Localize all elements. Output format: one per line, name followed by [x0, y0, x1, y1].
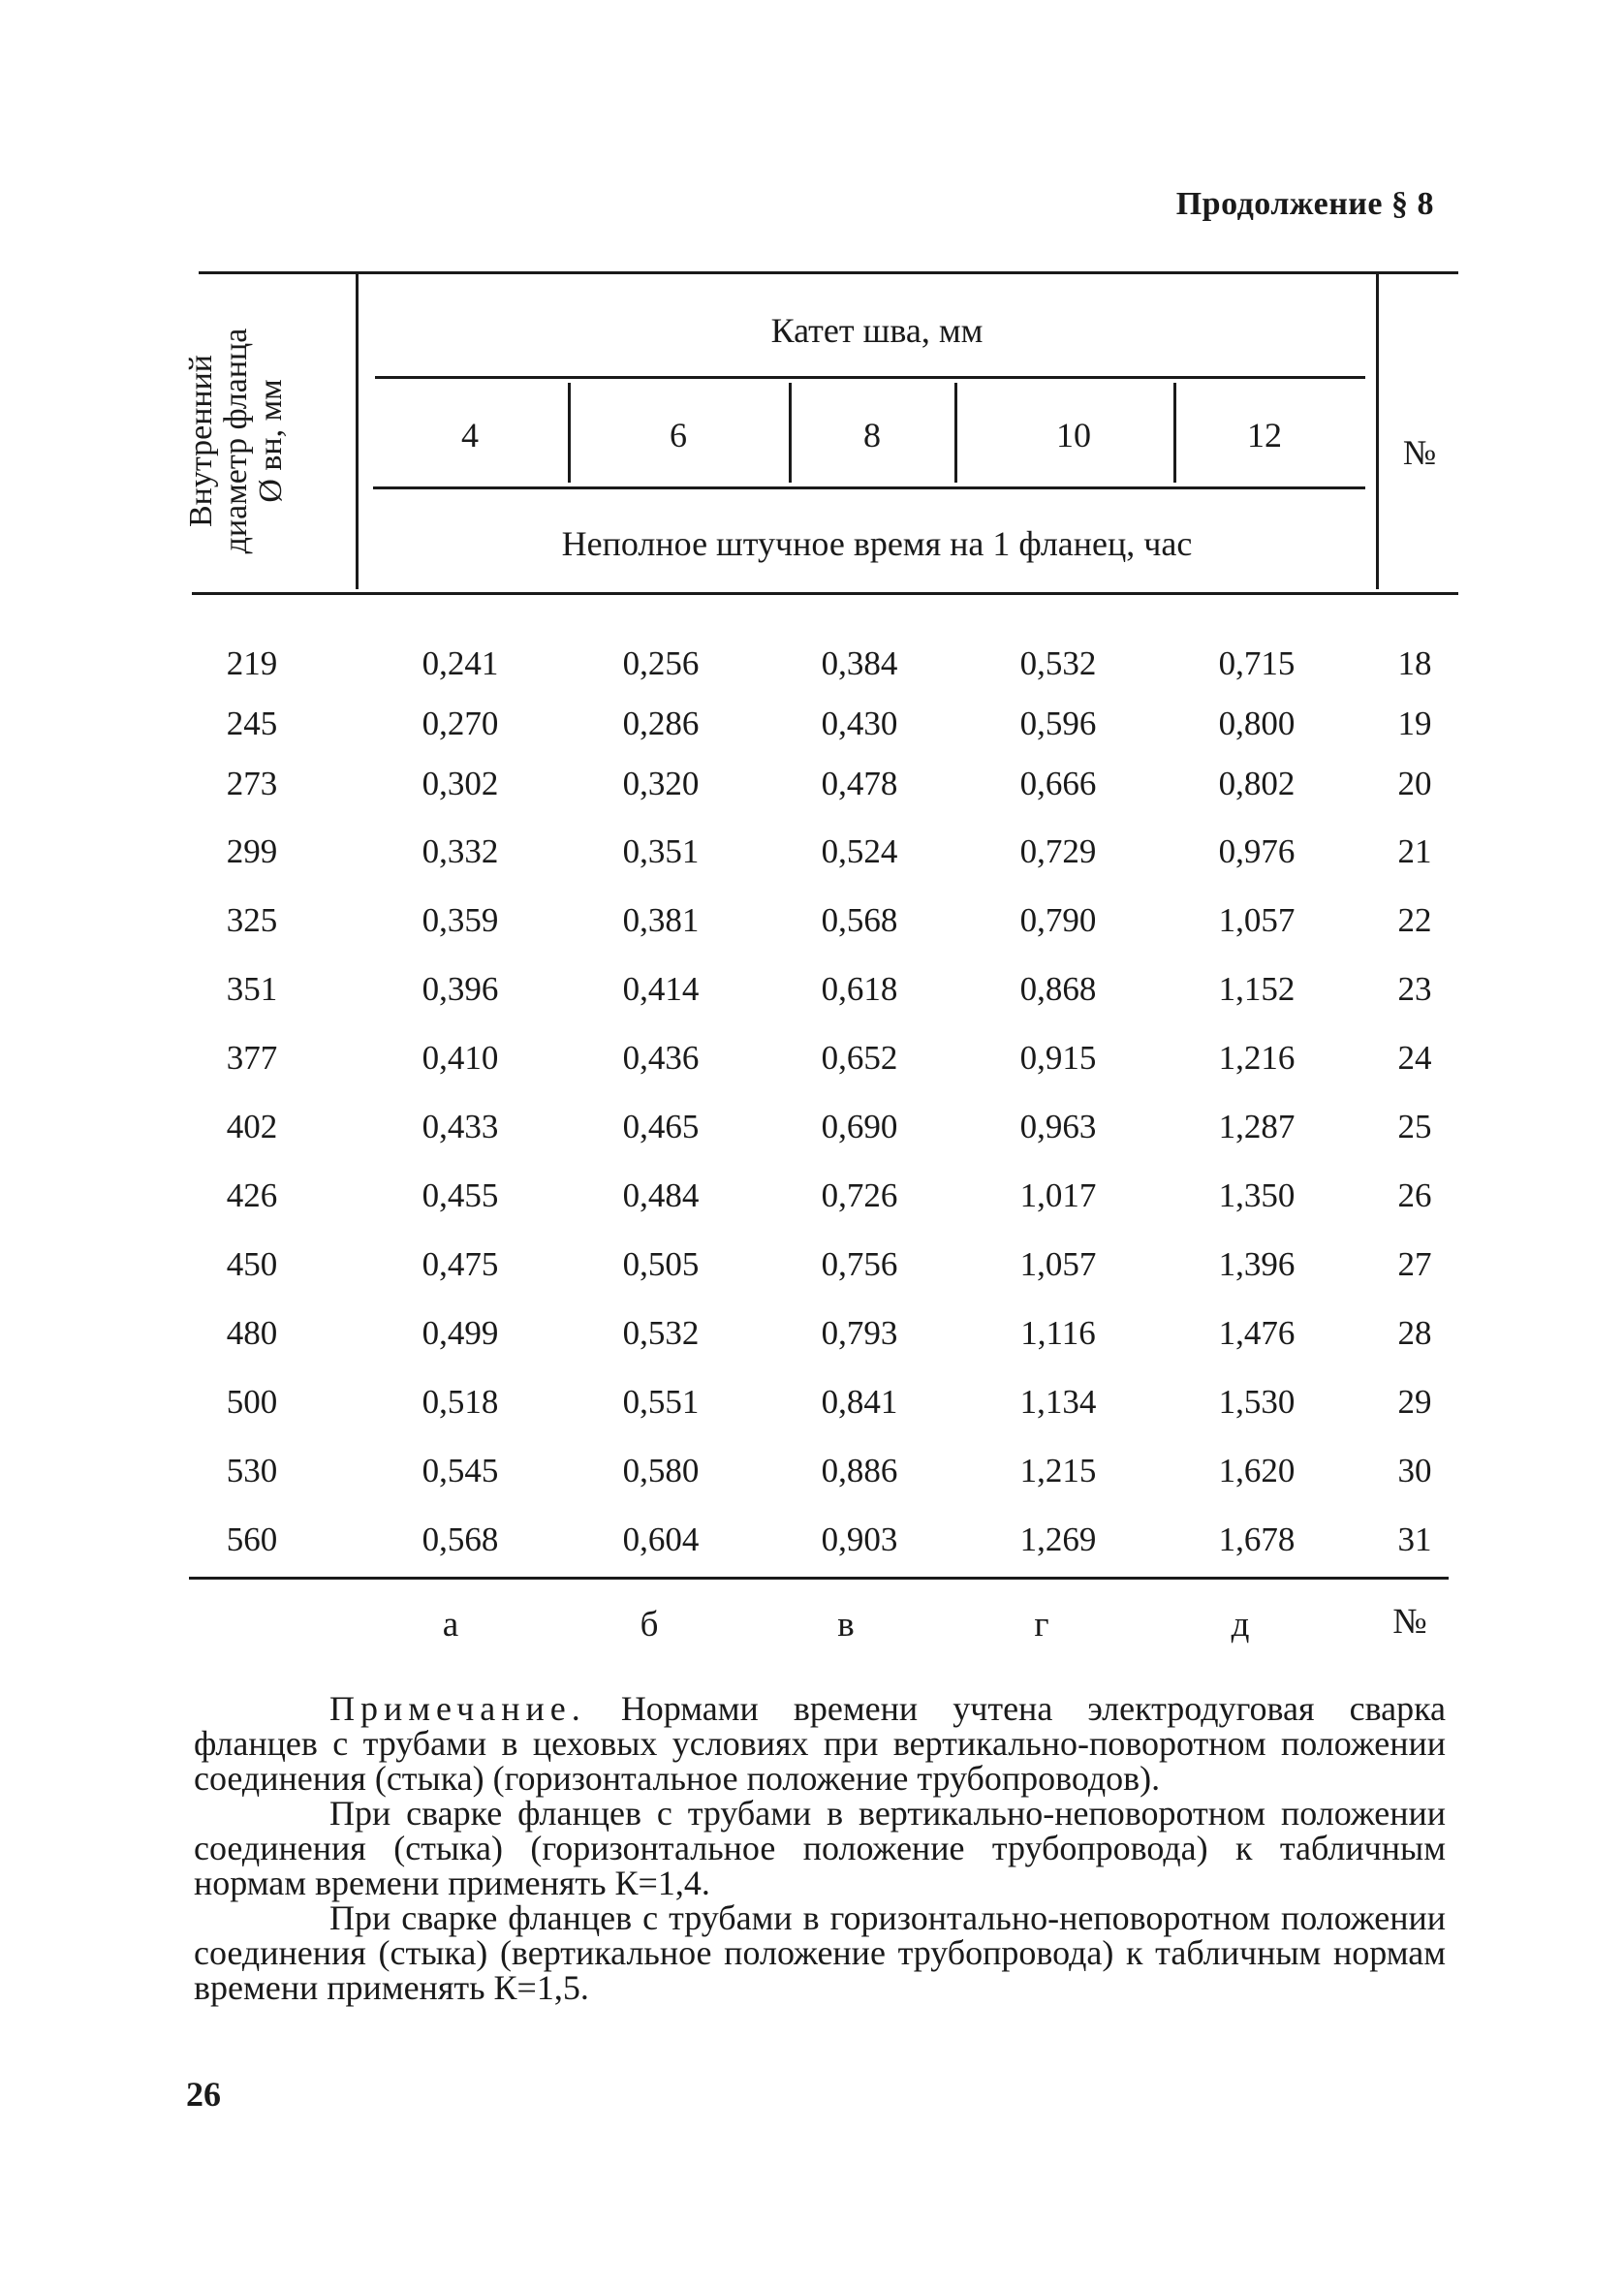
row-number-cell: 22 — [1397, 901, 1432, 939]
time-value-cell: 0,286 — [622, 705, 700, 742]
note-paragraph-1 — [194, 1691, 1446, 1796]
row-number-cell: 20 — [1397, 765, 1432, 802]
time-value-cell: 0,359 — [422, 901, 499, 939]
diameter-cell: 325 — [226, 901, 278, 939]
table-bottom-rule — [189, 1577, 1449, 1580]
time-value-cell: 1,057 — [1019, 1245, 1097, 1283]
diameter-cell: 273 — [226, 765, 278, 802]
time-value-cell: 0,915 — [1019, 1039, 1097, 1077]
continuation-heading: Продолжение § 8 — [1175, 186, 1434, 222]
leg-divider-4 — [1173, 383, 1176, 483]
time-value-cell: 0,484 — [622, 1176, 700, 1214]
leg-divider-3 — [954, 383, 957, 483]
time-value-cell: 0,976 — [1218, 832, 1296, 870]
time-value-cell: 0,596 — [1019, 705, 1097, 742]
notes — [194, 1691, 1446, 2005]
time-value-cell: 0,241 — [422, 644, 499, 682]
time-value-cell: 1,017 — [1019, 1176, 1097, 1214]
time-value-cell: 0,351 — [622, 832, 700, 870]
time-value-cell: 0,532 — [1019, 644, 1097, 682]
time-value-cell: 1,476 — [1218, 1314, 1296, 1352]
time-value-cell: 0,430 — [821, 705, 898, 742]
page-number: 26 — [186, 2075, 221, 2114]
time-value-cell: 0,568 — [422, 1520, 499, 1558]
time-value-cell: 0,410 — [422, 1039, 499, 1077]
note-label: Примечание. — [329, 1689, 586, 1728]
row-number-cell: 24 — [1397, 1039, 1432, 1077]
time-value-cell: 0,604 — [622, 1520, 700, 1558]
row-number-cell: 19 — [1397, 705, 1432, 742]
time-value-cell: 0,256 — [622, 644, 700, 682]
time-value-cell: 0,455 — [422, 1176, 499, 1214]
leg-size-12: 12 — [1247, 416, 1282, 454]
time-value-cell: 0,532 — [622, 1314, 700, 1352]
time-value-cell: 0,270 — [422, 705, 499, 742]
time-value-cell: 0,793 — [821, 1314, 898, 1352]
time-value-cell: 1,287 — [1218, 1108, 1296, 1145]
time-value-cell: 1,269 — [1019, 1520, 1097, 1558]
time-value-cell: 1,620 — [1218, 1452, 1296, 1489]
column-letter-d: д — [1231, 1605, 1250, 1645]
leg-divider-2 — [789, 383, 792, 483]
row-number-cell: 29 — [1397, 1383, 1432, 1421]
time-value-cell: 1,057 — [1218, 901, 1296, 939]
group-header-rule — [375, 376, 1365, 379]
row-header-line-1: Внутренний — [183, 354, 219, 528]
row-number-cell: 30 — [1397, 1452, 1432, 1489]
time-value-cell: 0,475 — [422, 1245, 499, 1283]
time-value-cell: 1,116 — [1020, 1314, 1096, 1352]
note-paragraph-2: При сварке фланцев с трубами в вертикально-неповоротном положении соединения (стыка) (горизонтальное положение трубопровода) к табличным нормам времени применять К=1,4. — [194, 1794, 1446, 1902]
time-value-cell: 1,530 — [1218, 1383, 1296, 1421]
diameter-cell: 500 — [226, 1383, 278, 1421]
column-letter-b: б — [640, 1605, 659, 1645]
row-number-cell: 18 — [1397, 644, 1432, 682]
note-text-1: Нормами времени учтена электродуговая сварка фланцев с трубами в цеховых условиях при вертикально-поворотном положении соединения (стыка) (горизонтальное положение трубопроводов). — [194, 1689, 1446, 1798]
time-value-cell: 0,800 — [1218, 705, 1296, 742]
note-paragraph-3: При сварке фланцев с трубами в горизонтально-неповоротном положении соединения (стыка) (вертикальное положение трубопровода) к табличным нормам времени применять К=1,5. — [194, 1898, 1446, 2007]
time-value-cell: 1,152 — [1218, 970, 1296, 1008]
time-value-cell: 0,802 — [1218, 765, 1296, 802]
leg-size-4: 4 — [461, 416, 479, 454]
diameter-cell: 219 — [226, 644, 278, 682]
leg-size-8: 8 — [863, 416, 881, 454]
diameter-cell: 480 — [226, 1314, 278, 1352]
column-letter-a: а — [442, 1605, 459, 1645]
number-column-divider — [1376, 274, 1379, 589]
leg-size-6: 6 — [670, 416, 687, 454]
row-number-cell: 28 — [1397, 1314, 1432, 1352]
time-value-cell: 1,396 — [1218, 1245, 1296, 1283]
row-number-cell: 26 — [1397, 1176, 1432, 1214]
time-value-cell: 0,886 — [821, 1452, 898, 1489]
time-value-cell: 0,551 — [622, 1383, 700, 1421]
time-value-cell: 0,505 — [622, 1245, 700, 1283]
time-value-cell: 0,580 — [622, 1452, 700, 1489]
time-value-cell: 0,465 — [622, 1108, 700, 1145]
time-value-cell: 0,414 — [622, 970, 700, 1008]
time-value-cell: 1,216 — [1218, 1039, 1296, 1077]
time-value-cell: 0,545 — [422, 1452, 499, 1489]
time-value-cell: 0,652 — [821, 1039, 898, 1077]
time-value-cell: 0,756 — [821, 1245, 898, 1283]
time-value-cell: 0,384 — [821, 644, 898, 682]
row-number-cell: 23 — [1397, 970, 1432, 1008]
leg-divider-1 — [568, 383, 571, 483]
time-value-cell: 0,302 — [422, 765, 499, 802]
diameter-cell: 245 — [226, 705, 278, 742]
time-value-cell: 0,903 — [821, 1520, 898, 1558]
column-letter-v: в — [837, 1605, 855, 1645]
time-value-cell: 0,790 — [1019, 901, 1097, 939]
time-value-cell: 0,841 — [821, 1383, 898, 1421]
diameter-cell: 299 — [226, 832, 278, 870]
diameter-cell: 377 — [226, 1039, 278, 1077]
column-letter-g: г — [1034, 1605, 1049, 1645]
time-value-cell: 1,350 — [1218, 1176, 1296, 1214]
time-value-cell: 0,715 — [1218, 644, 1296, 682]
diameter-cell: 402 — [226, 1108, 278, 1145]
diameter-cell: 530 — [226, 1452, 278, 1489]
table-top-rule — [199, 271, 1458, 274]
time-value-cell: 0,690 — [821, 1108, 898, 1145]
time-value-cell: 0,433 — [422, 1108, 499, 1145]
row-header-vertical — [184, 300, 349, 581]
row-number-cell: 31 — [1397, 1520, 1432, 1558]
time-value-cell: 1,215 — [1019, 1452, 1097, 1489]
diameter-cell: 351 — [226, 970, 278, 1008]
time-value-cell: 0,499 — [422, 1314, 499, 1352]
time-value-cell: 0,396 — [422, 970, 499, 1008]
time-value-cell: 1,678 — [1218, 1520, 1296, 1558]
row-header-line-2: диаметр фланца — [218, 328, 254, 554]
row-number-cell: 27 — [1397, 1245, 1432, 1283]
subheader: Неполное штучное время на 1 фланец, час — [561, 524, 1193, 563]
row-header-line-3: Ø вн, мм — [253, 379, 289, 503]
group-header: Катет шва, мм — [770, 311, 984, 350]
number-header: № — [1402, 433, 1437, 472]
time-value-cell: 0,726 — [821, 1176, 898, 1214]
time-value-cell: 0,436 — [622, 1039, 700, 1077]
time-value-cell: 0,320 — [622, 765, 700, 802]
time-value-cell: 0,729 — [1019, 832, 1097, 870]
time-value-cell: 0,666 — [1019, 765, 1097, 802]
letters-number-label: № — [1392, 1602, 1427, 1642]
time-value-cell: 0,332 — [422, 832, 499, 870]
time-value-cell: 0,568 — [821, 901, 898, 939]
diameter-cell: 426 — [226, 1176, 278, 1214]
subheader-rule — [373, 486, 1365, 489]
time-value-cell: 0,518 — [422, 1383, 499, 1421]
time-value-cell: 0,524 — [821, 832, 898, 870]
leg-size-10: 10 — [1056, 416, 1091, 454]
time-value-cell: 0,963 — [1019, 1108, 1097, 1145]
time-value-cell: 0,478 — [821, 765, 898, 802]
time-value-cell: 0,381 — [622, 901, 700, 939]
row-header-divider — [356, 274, 359, 589]
time-value-cell: 1,134 — [1019, 1383, 1097, 1421]
diameter-cell: 560 — [226, 1520, 278, 1558]
time-value-cell: 0,868 — [1019, 970, 1097, 1008]
diameter-cell: 450 — [226, 1245, 278, 1283]
row-number-cell: 21 — [1397, 832, 1432, 870]
time-value-cell: 0,618 — [821, 970, 898, 1008]
row-number-cell: 25 — [1397, 1108, 1432, 1145]
header-bottom-rule — [192, 592, 1458, 595]
